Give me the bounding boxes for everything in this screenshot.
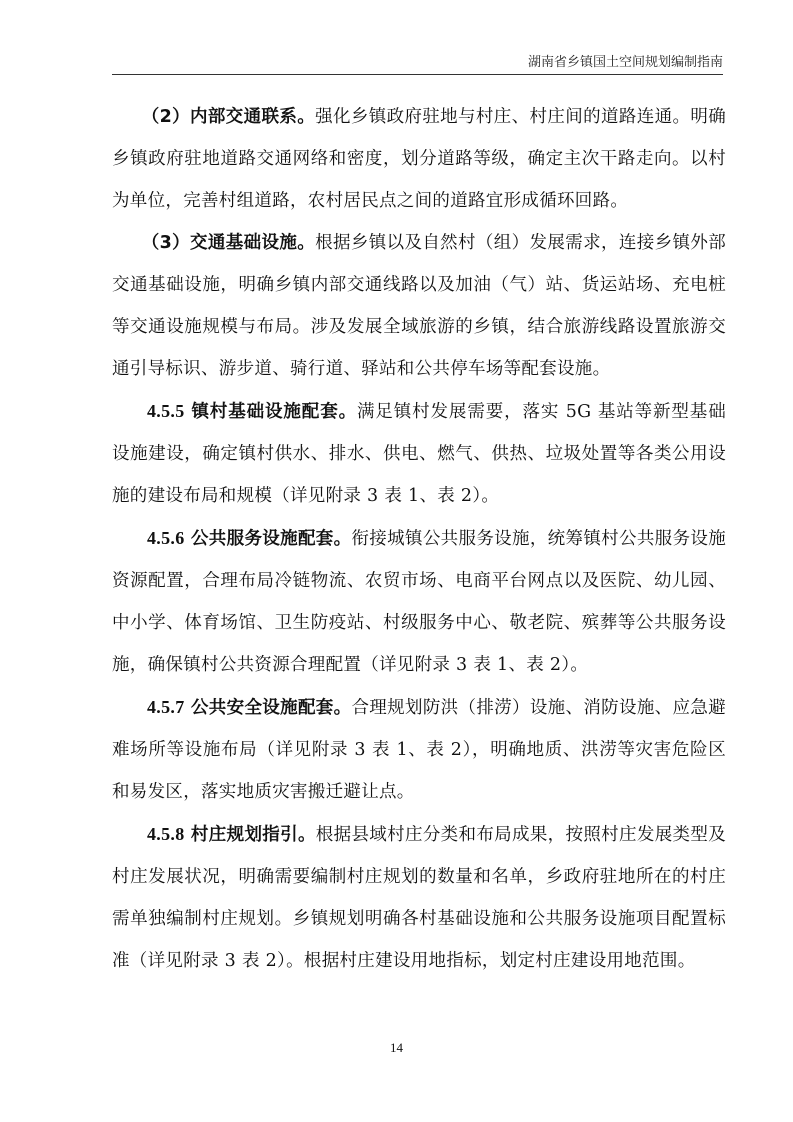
paragraph-text: 合理规划防洪（排涝）设施、消防设施、应急避难场所等设施布局（详见附录 3 表 1、表 2），明确地质、洪涝等灾害危险区和易发区，落实地质灾害搬迁避让点。	[112, 698, 726, 802]
paragraph-text: 根据县域村庄分类和布局成果，按照村庄发展类型及村庄发展状况，明确需要编制村庄规划的数量和名单，乡政府驻地所在的村庄需单独编制村庄规划。乡镇规划明确各村基础设施和公共服务设施项目配置标准（详见附录 3 表 2）。根据村庄建设用地指标，划定村庄建设用地范围。	[112, 825, 726, 971]
paragraph-text: 强化乡镇政府驻地与村庄、村庄间的道路连通。明确乡镇政府驻地道路交通网络和密度，划分道路等级，确定主次干路走向。以村为单位，完善村组道路，农村居民点之间的道路宜形成循环回路。	[112, 107, 726, 211]
paragraph-4-5-6	[112, 517, 726, 686]
paragraph-lead: （3）交通基础设施。	[141, 233, 316, 253]
page-header	[112, 44, 723, 75]
paragraph-text: 满足镇村发展需要，落实 5G 基站等新型基础设施建设，确定镇村供水、排水、供电、燃气、供热、垃圾处置等各类公用设施的建设布局和规模（详见附录 3 表 1、表 2）。	[112, 402, 727, 506]
paragraph-text: 衔接城镇公共服务设施，统筹镇村公共服务设施资源配置，合理布局冷链物流、农贸市场、电商平台网点以及医院、幼儿园、中小学、体育场馆、卫生防疫站、村级服务中心、敬老院、殡葬等公共服务设施，确保镇村公共资源合理配置（详见附录 3 表 1、表 2）。	[112, 529, 726, 675]
paragraph-lead: 镇村基础设施配套。	[184, 402, 357, 422]
paragraph-4-5-8	[112, 813, 726, 982]
document-body	[112, 96, 726, 982]
paragraph-text: 根据乡镇以及自然村（组）发展需求，连接乡镇外部交通基础设施，明确乡镇内部交通线路以及加油（气）站、货运站场、充电桩等交通设施规模与布局。涉及发展全域旅游的乡镇，结合旅游线路设置旅游交通引导标识、游步道、骑行道、驿站和公共停车场等配套设施。	[112, 233, 726, 379]
header-title: 湖南省乡镇国土空间规划编制指南	[527, 55, 723, 70]
section-number: 4.5.5	[147, 401, 185, 421]
paragraph-traffic-infrastructure	[112, 222, 726, 390]
paragraph-4-5-7	[112, 686, 726, 813]
paragraph-lead: 公共服务设施配套。	[184, 529, 352, 549]
paragraph-lead: （2）内部交通联系。	[141, 107, 316, 127]
paragraph-lead: 公共安全设施配套。	[184, 698, 352, 718]
section-number: 4.5.7	[147, 697, 185, 717]
section-number: 4.5.6	[147, 528, 185, 548]
section-number: 4.5.8	[147, 824, 185, 844]
paragraph-4-5-5	[112, 390, 726, 517]
paragraph-internal-traffic	[112, 96, 726, 222]
paragraph-lead: 村庄规划指引。	[184, 825, 316, 845]
page-number: 14	[390, 1040, 403, 1055]
